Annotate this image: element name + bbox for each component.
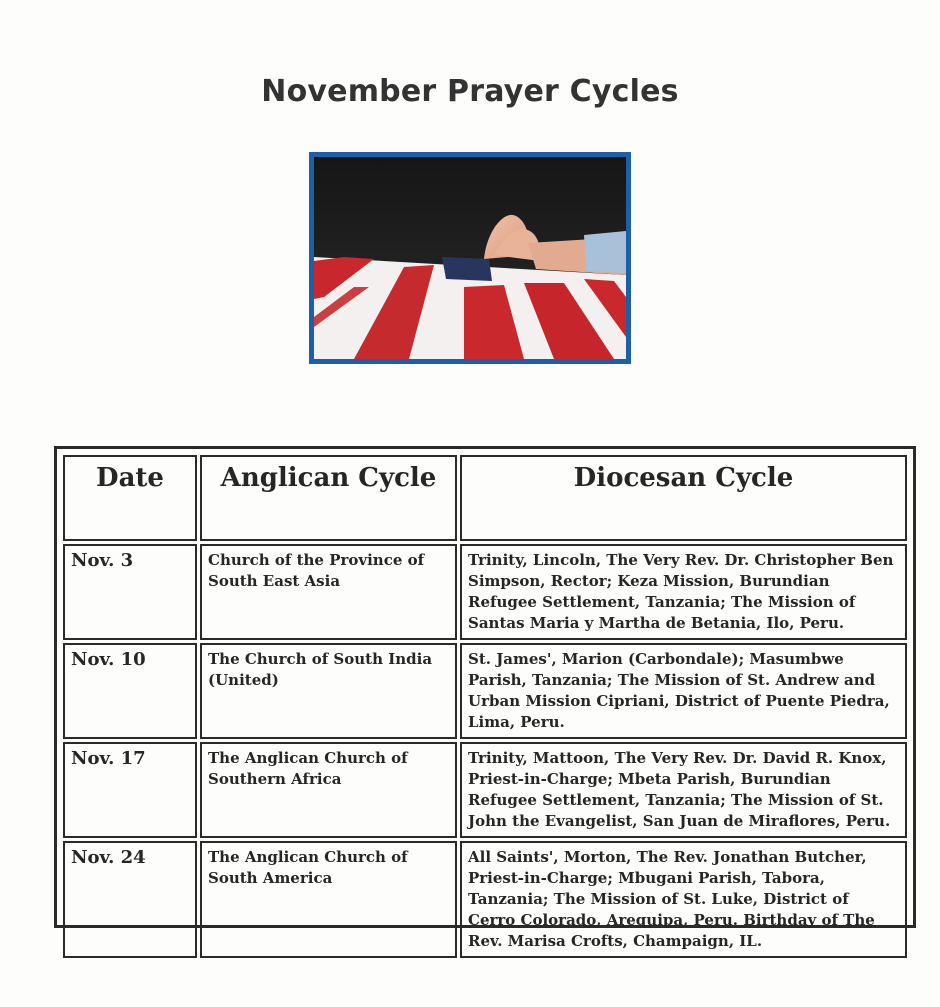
praying-hands-photo [309,152,631,364]
row-date: Nov. 17 [63,742,197,838]
praying-hands-image [314,157,626,359]
row-diocesan-cycle: St. James', Marion (Carbondale); Masumbwe Parish, Tanzania; The Mission of St. Andrew and Urban Mission Cipriani, District of Puente Piedra, Lima, Peru. [460,643,907,739]
table-row [63,643,907,739]
row-anglican-cycle: The Anglican Church of Southern Africa [200,742,457,838]
table-row [63,544,907,640]
table-header-row [63,455,907,541]
header-date: Date [63,455,197,541]
row-date: Nov. 24 [63,841,197,958]
page-title: November Prayer Cycles [261,74,679,109]
prayer-cycle-table [54,446,916,950]
header-diocesan-cycle: Diocesan Cycle [460,455,907,541]
row-diocesan-cycle: All Saints', Morton, The Rev. Jonathan Butcher, Priest-in-Charge; Mbugani Parish, Tabora, Tanzania; The Mission of St. Luke, District of Cerro Colorado, Arequipa, Peru. Birthday of The Rev. Marisa Crofts, Champaign, IL. [460,841,907,958]
row-diocesan-cycle: Trinity, Mattoon, The Very Rev. Dr. David R. Knox, Priest-in-Charge; Mbeta Parish, Burundian Refugee Settlement, Tanzania; The Mission of St. John the Evangelist, San Juan de Miraflores, Peru. [460,742,907,838]
row-date: Nov. 10 [63,643,197,739]
row-diocesan-cycle: Trinity, Lincoln, The Very Rev. Dr. Christopher Ben Simpson, Rector; Keza Mission, Burundian Refugee Settlement, Tanzania; The Mission of Santas Maria y Martha de Betania, Ilo, Peru. [460,544,907,640]
header-anglican-cycle: Anglican Cycle [200,455,457,541]
row-date: Nov. 3 [63,544,197,640]
row-anglican-cycle: The Church of South India (United) [200,643,457,739]
table-row [63,841,907,958]
table-row [63,742,907,838]
row-anglican-cycle: The Anglican Church of South America [200,841,457,958]
row-anglican-cycle: Church of the Province of South East Asia [200,544,457,640]
